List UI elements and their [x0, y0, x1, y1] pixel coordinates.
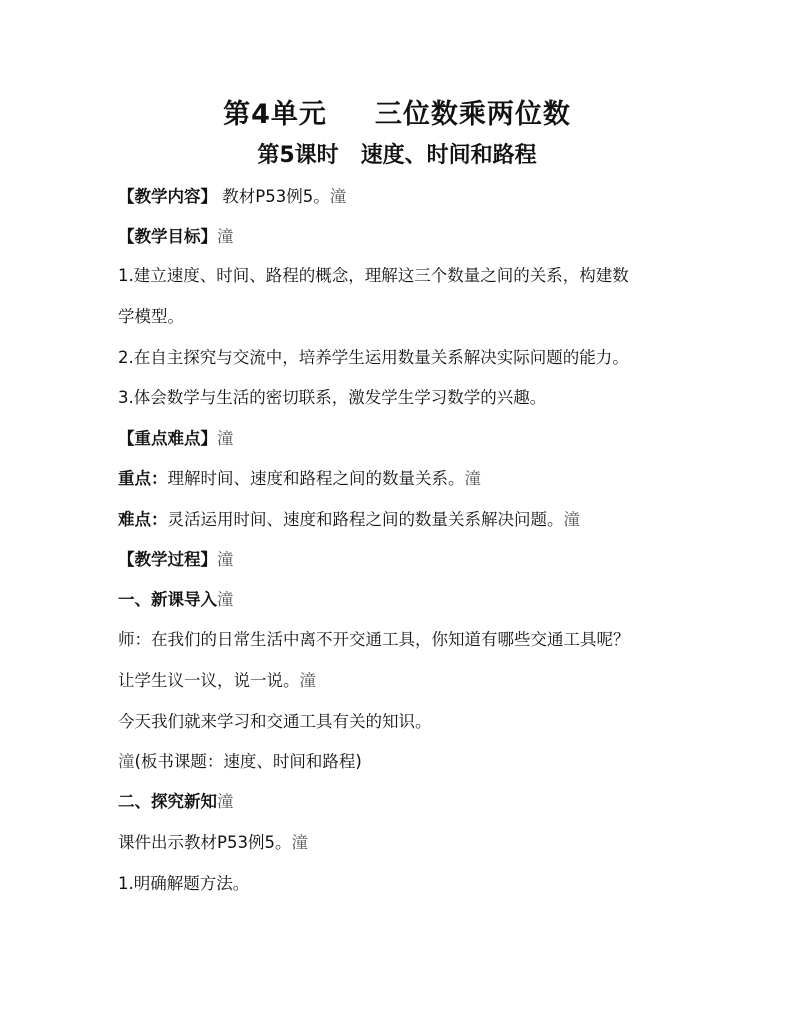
mark-glyph: 潼 — [291, 833, 308, 852]
process-label: 【教学过程】 — [118, 550, 217, 569]
mark-glyph: 潼 — [217, 590, 234, 609]
difficulty-line — [118, 508, 698, 532]
unit-number: 第4单元 — [223, 99, 327, 130]
goal-item: 1.建立速度、时间、路程的概念，理解这三个数量之间的关系，构建数 — [118, 266, 629, 285]
goal-item: 2.在自主探究与交流中，培养学生运用数量关系解决实际问题的能力。 — [118, 348, 629, 367]
mark-glyph: 潼 — [464, 469, 481, 488]
mark-glyph: 潼 — [299, 671, 316, 690]
unit-topic: 三位数乘两位数 — [374, 99, 571, 130]
teaching-content-line — [118, 185, 698, 209]
section-two-title: 二、探究新知 — [118, 792, 217, 811]
courseware-line — [118, 831, 698, 855]
difficulty-text: 灵活运用时间、速度和路程之间的数量关系解决问题。 — [167, 510, 564, 529]
section-heading — [118, 588, 698, 612]
unit-title — [0, 96, 794, 134]
step-line: 1.明确解题方法。 — [118, 874, 250, 893]
lesson-title — [0, 140, 794, 172]
section-one-title: 一、新课导入 — [118, 590, 217, 609]
teaching-content-text: 教材P53例5。 — [222, 187, 330, 206]
teaching-content-label: 【教学内容】 — [118, 187, 217, 206]
section-heading — [118, 790, 698, 814]
process-heading — [118, 548, 698, 572]
mark-glyph: 潼 — [217, 429, 234, 448]
courseware-text: 课件出示教材P53例5。 — [118, 833, 292, 852]
difficulty-label: 难点： — [118, 510, 168, 529]
key-point-label: 重点： — [118, 469, 168, 488]
goal-item: 学模型。 — [118, 307, 184, 326]
key-points-label: 【重点难点】 — [118, 429, 217, 448]
board-text: (板书课题：速度、时间和路程) — [134, 752, 362, 771]
lesson-number: 第5课时 — [257, 143, 339, 168]
teaching-goals-label: 【教学目标】 — [118, 227, 217, 246]
key-points-heading — [118, 427, 698, 451]
teaching-goals-heading — [118, 225, 698, 249]
board-line — [118, 750, 698, 774]
key-point-text: 理解时间、速度和路程之间的数量关系。 — [167, 469, 465, 488]
key-point-line — [118, 467, 698, 491]
lesson-topic: 速度、时间和路程 — [360, 143, 537, 168]
mark-glyph: 潼 — [329, 187, 347, 206]
mark-glyph: 潼 — [217, 227, 234, 246]
mark-glyph: 潼 — [118, 752, 135, 771]
today-line: 今天我们就来学习和交通工具有关的知识。 — [118, 712, 432, 731]
mark-glyph: 潼 — [217, 550, 234, 569]
mark-glyph: 潼 — [563, 510, 580, 529]
mark-glyph: 潼 — [217, 792, 234, 811]
goal-item: 3.体会数学与生活的密切联系，激发学生学习数学的兴趣。 — [118, 388, 547, 407]
students-text: 让学生议一议，说一说。 — [118, 671, 300, 690]
students-line — [118, 669, 698, 693]
teacher-line: 师：在我们的日常生活中离不开交通工具，你知道有哪些交通工具呢？ — [118, 630, 630, 649]
